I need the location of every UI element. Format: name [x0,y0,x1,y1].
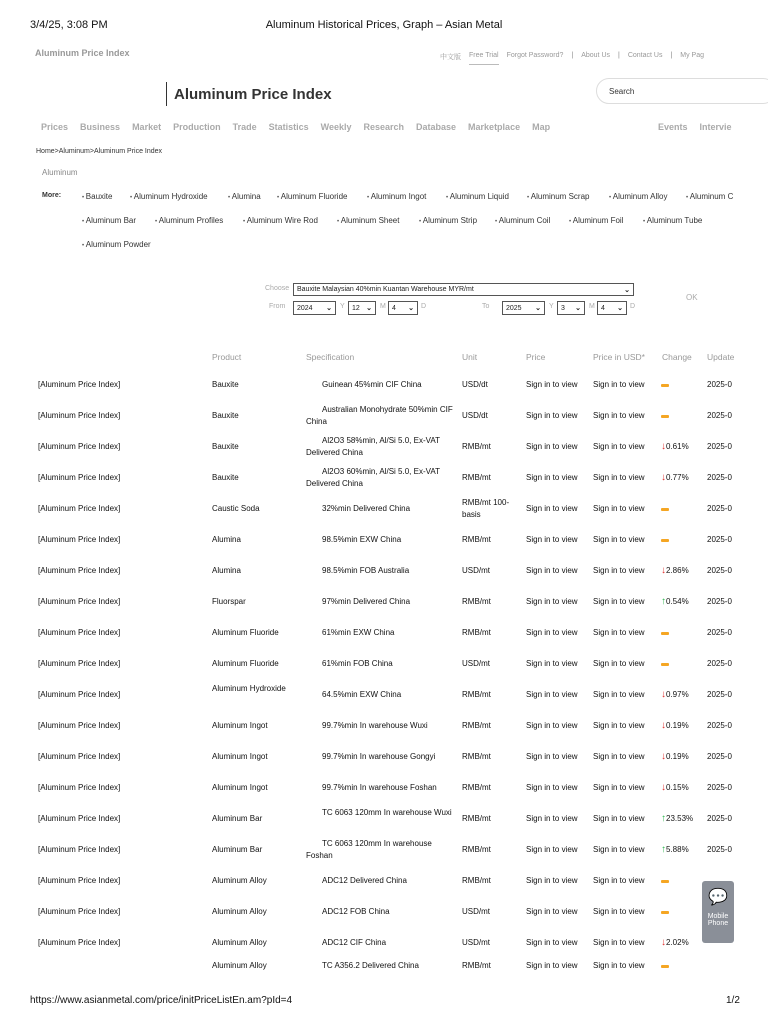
more-link[interactable]: • Aluminum Liquid [446,192,509,201]
update-cell: 2025-0 [707,597,732,606]
unit-cell: RMB/mt [462,961,491,970]
change-cell [661,534,705,546]
no-change-icon [661,632,669,635]
price-signin-link[interactable]: Sign in to view [526,752,578,761]
price-usd-signin-link[interactable]: Sign in to view [593,845,645,854]
product-cell: Bauxite [212,411,239,420]
from-month-unit: M [380,303,386,310]
price-signin-link[interactable]: Sign in to view [526,535,578,544]
nav-database[interactable]: Database [416,122,457,132]
change-cell [661,875,705,887]
ok-button[interactable]: OK [686,293,698,302]
price-usd-signin-link[interactable]: Sign in to view [593,721,645,730]
chevron-down-icon: ⌄ [624,286,630,294]
change-cell [661,813,705,825]
change-value: 2.86% [666,566,689,575]
choose-product-select[interactable] [293,283,634,296]
specification-cell: Guinean 45%min CIF China [322,380,422,389]
update-cell: 2025-0 [707,442,732,451]
nav-prices[interactable]: Prices [41,122,69,132]
price-usd-signin-link[interactable]: Sign in to view [593,876,645,885]
price-usd-signin-link[interactable]: Sign in to view [593,566,645,575]
footer-page-number: 1/2 [726,995,740,1006]
choose-label: Choose [265,285,290,292]
print-date: 3/4/25, 3:08 PM [30,19,108,31]
change-cell [661,782,705,794]
unit-cell: USD/mt [462,907,490,916]
to-year-value: 2025 [506,304,522,312]
more-link[interactable]: • Aluminum Tube [643,216,702,225]
unit-cell: RMB/mt [462,690,491,699]
chevron-down-icon: ⌄ [617,305,623,312]
from-month-value: 12 [352,304,360,312]
specification-cell: 98.5%min FOB Australia [322,566,410,575]
change-cell [661,379,705,391]
specification-cell: ADC12 CIF China [322,938,387,947]
choose-value: Bauxite Malaysian 40%min Kuantan Warehouse MYR/mt [297,286,474,293]
nav-trade[interactable]: Trade [232,122,257,132]
more-link[interactable]: • Aluminum Bar [82,216,136,225]
specification-cell: 61%min EXW China [322,628,395,637]
product-cell: Bauxite [212,380,239,389]
more-link[interactable]: • Aluminum Powder [82,240,151,249]
unit-cell: RMB/mt [462,814,491,823]
product-cell: Bauxite [212,473,239,482]
unit-cell: RMB/mt [462,845,491,854]
breadcrumb[interactable]: Home>Aluminum>Aluminum Price Index [36,148,163,155]
change-value: 0.15% [666,783,689,792]
separator: | [571,52,574,59]
index-link[interactable]: [Aluminum Price Index] [38,442,121,451]
print-header [0,0,768,40]
update-cell: 2025-0 [707,783,732,792]
no-change-icon [661,965,669,968]
top-links [440,52,712,65]
no-change-icon [661,415,669,418]
no-change-icon [661,508,669,511]
index-link[interactable]: [Aluminum Price Index] [38,721,121,730]
specification-cell: ADC12 FOB China [322,907,390,916]
price-signin-link[interactable]: Sign in to view [526,411,578,420]
product-cell: Aluminum Alloy [212,876,267,885]
nav-marketplace[interactable]: Marketplace [468,122,521,132]
main-nav-right [658,122,744,132]
no-change-icon [661,663,669,666]
change-cell [661,441,705,453]
from-year-value: 2024 [297,304,313,312]
to-month-value: 3 [561,304,565,312]
more-link[interactable]: • Aluminum Ingot [367,192,426,201]
page-content [0,40,768,990]
specification-cell: TC A356.2 Delivered China [322,961,419,970]
print-title: Aluminum Historical Prices, Graph – Asian Metal [265,19,503,31]
index-link[interactable]: [Aluminum Price Index] [38,535,121,544]
header-unit[interactable]: Unit [462,352,478,362]
price-usd-signin-link[interactable]: Sign in to view [593,473,645,482]
section-label: Aluminum [42,168,78,177]
price-usd-signin-link[interactable]: Sign in to view [593,442,645,451]
update-cell: 2025-0 [707,504,732,513]
no-change-icon [661,880,669,883]
specification-cell: 99.7%min In warehouse Gongyi [322,752,436,761]
header-price-usd[interactable]: Price in USD* [593,352,645,362]
unit-cell: RMB/mt [462,442,491,451]
product-cell: Alumina [212,566,241,575]
wechat-icon: 💬 [708,889,728,906]
update-cell: 2025-0 [707,752,732,761]
arrow-up-icon: ↑ [661,844,666,855]
specification-cell: TC 6063 120mm In warehouse Wuxi [322,808,452,817]
arrow-down-icon: ↓ [661,720,666,731]
nav-weekly[interactable]: Weekly [320,122,352,132]
specification-cell: 99.7%min In warehouse Wuxi [322,721,428,730]
unit-cell: RMB/mt [462,783,491,792]
footer-url: https://www.asianmetal.com/price/initPriceListEn.am?pId=4 [30,995,293,1006]
price-signin-link[interactable]: Sign in to view [526,814,578,823]
more-label: More: [42,192,62,199]
change-cell [661,503,705,515]
to-day-value: 4 [601,304,605,312]
price-signin-link[interactable]: Sign in to view [526,690,578,699]
price-signin-link[interactable]: Sign in to view [526,380,578,389]
to-day-select[interactable] [597,301,627,315]
specification-cell: ADC12 Delivered China [322,876,407,885]
change-cell [661,689,705,701]
index-link[interactable]: [Aluminum Price Index] [38,690,121,699]
price-usd-signin-link[interactable]: Sign in to view [593,504,645,513]
price-signin-link[interactable]: Sign in to view [526,845,578,854]
product-cell: Aluminum Ingot [212,783,268,792]
more-link[interactable]: • Aluminum Hydroxide [130,192,208,201]
change-value: 0.97% [666,690,689,699]
from-label: From [269,303,286,310]
change-cell [661,596,705,608]
change-cell [661,658,705,670]
price-usd-signin-link[interactable]: Sign in to view [593,597,645,606]
change-value: 5.88% [666,845,689,854]
specification-cell: 64.5%min EXW China [322,690,402,699]
update-cell: 2025-0 [707,659,732,668]
product-cell: Aluminum Fluoride [212,659,279,668]
change-cell [661,906,705,918]
unit-cell: USD/mt [462,659,490,668]
update-cell: 2025-0 [707,566,732,575]
specification-cell: Australian Monohydrate 50%min CIF China [306,405,453,426]
specification-cell: 97%min Delivered China [322,597,411,606]
change-cell [661,720,705,732]
product-cell: Aluminum Fluoride [212,628,279,637]
change-value: 0.61% [666,442,689,451]
more-link[interactable]: • Aluminum Fluoride [277,192,347,201]
to-month-unit: M [589,303,595,310]
product-cell: Aluminum Ingot [212,752,268,761]
update-cell: 2025-0 [707,628,732,637]
chinese-version-link[interactable]: 中文版 [440,54,461,61]
unit-cell: RMB/mt 100-basis [462,498,510,519]
chevron-down-icon: ⌄ [408,305,414,312]
arrow-down-icon: ↓ [661,441,666,452]
index-link[interactable]: [Aluminum Price Index] [38,566,121,575]
to-label: To [482,303,490,310]
header-change[interactable]: Change [662,352,692,362]
to-year-unit: Y [549,303,554,310]
product-cell: Aluminum Alloy [212,907,267,916]
index-link[interactable]: [Aluminum Price Index] [38,504,121,513]
index-link[interactable]: [Aluminum Price Index] [38,938,121,947]
index-link[interactable]: [Aluminum Price Index] [38,876,121,885]
unit-cell: RMB/mt [462,473,491,482]
more-link[interactable]: • Aluminum Coil [495,216,550,225]
change-cell [661,937,705,949]
about-us-link[interactable]: About Us [581,52,610,59]
price-usd-signin-link[interactable]: Sign in to view [593,411,645,420]
site-brand[interactable]: Aluminum Price Index [35,48,130,58]
index-link[interactable]: [Aluminum Price Index] [38,659,121,668]
print-footer [0,993,768,1013]
unit-cell: RMB/mt [462,597,491,606]
product-cell: Fluorspar [212,597,246,606]
index-link[interactable]: [Aluminum Price Index] [38,597,121,606]
nav-interviews[interactable]: Intervie [699,122,732,132]
specification-cell: Al2O3 58%min, Al/Si 5.0, Ex-VAT Delivered China [306,436,440,457]
free-trial-link[interactable]: Free Trial [469,52,499,65]
change-value: 23.53% [666,814,694,823]
arrow-up-icon: ↑ [661,813,666,824]
from-day-value: 4 [392,304,396,312]
price-signin-link[interactable]: Sign in to view [526,721,578,730]
more-link[interactable]: • Aluminum Wire Rod [243,216,318,225]
product-cell: Aluminum Bar [212,845,263,854]
change-value: 0.19% [666,752,689,761]
specification-cell: 32%min Delivered China [322,504,411,513]
price-usd-signin-link[interactable]: Sign in to view [593,380,645,389]
product-cell: Aluminum Bar [212,814,263,823]
nav-business[interactable]: Business [80,122,121,132]
from-day-unit: D [421,303,427,310]
index-link[interactable]: [Aluminum Price Index] [38,411,121,420]
price-usd-signin-link[interactable]: Sign in to view [593,752,645,761]
unit-cell: RMB/mt [462,721,491,730]
chevron-down-icon: ⌄ [575,305,581,312]
main-nav [41,122,562,132]
change-cell [661,627,705,639]
price-signin-link[interactable]: Sign in to view [526,473,578,482]
change-value: 0.19% [666,721,689,730]
no-change-icon [661,911,669,914]
more-link[interactable]: • Aluminum C [686,192,733,201]
to-month-select[interactable] [557,301,585,315]
specification-cell: 98.5%min EXW China [322,535,402,544]
mobile-phone-label: Mobile Phone [707,913,729,927]
from-year-select[interactable] [293,301,336,315]
price-usd-signin-link[interactable]: Sign in to view [593,783,645,792]
separator: | [618,52,620,59]
arrow-down-icon: ↓ [661,689,666,700]
no-change-icon [661,539,669,542]
price-usd-signin-link[interactable]: Sign in to view [593,961,645,970]
index-link[interactable]: [Aluminum Price Index] [38,814,121,823]
from-year-unit: Y [340,303,345,310]
update-cell: 2025-0 [707,721,732,730]
product-cell: Bauxite [212,442,239,451]
my-page-link[interactable]: My Pag [680,52,705,59]
index-link[interactable]: [Aluminum Price Index] [38,752,121,761]
update-cell: 2025-0 [707,380,732,389]
price-usd-signin-link[interactable]: Sign in to view [593,628,645,637]
price-signin-link[interactable]: Sign in to view [526,597,578,606]
more-link[interactable]: • Aluminum Alloy [609,192,667,201]
price-signin-link[interactable]: Sign in to view [526,961,578,970]
nav-map[interactable]: Map [532,122,551,132]
more-link[interactable]: • Aluminum Foil [569,216,623,225]
price-signin-link[interactable]: Sign in to view [526,907,578,916]
price-signin-link[interactable]: Sign in to view [526,442,578,451]
from-month-select[interactable] [348,301,376,315]
header-update[interactable]: Update [707,352,735,362]
unit-cell: RMB/mt [462,535,491,544]
price-usd-signin-link[interactable]: Sign in to view [593,690,645,699]
nav-events[interactable]: Events [658,122,688,132]
change-value: 0.77% [666,473,689,482]
change-cell [661,844,705,856]
index-link[interactable]: [Aluminum Price Index] [38,628,121,637]
contact-us-link[interactable]: Contact Us [627,52,663,59]
more-link[interactable]: • Aluminum Strip [419,216,477,225]
product-cell: Aluminum Ingot [212,721,268,730]
header-specification[interactable]: Specification [306,352,355,362]
logo-divider [166,82,167,106]
chevron-down-icon: ⌄ [535,305,541,312]
page-title: Aluminum Price Index [174,86,332,103]
more-link[interactable]: • Alumina [228,192,261,201]
to-year-select[interactable] [502,301,545,315]
change-cell [661,410,705,422]
search-input[interactable] [597,79,747,96]
update-cell: 2025-0 [707,814,732,823]
update-cell: 2025-0 [707,690,732,699]
mobile-phone-widget[interactable] [702,881,734,943]
product-cell: Alumina [212,535,241,544]
index-link[interactable]: [Aluminum Price Index] [38,473,121,482]
specification-cell: TC 6063 120mm In warehouse Foshan [306,839,432,860]
more-link[interactable]: • Aluminum Scrap [527,192,589,201]
change-cell [661,751,705,763]
change-value: 2.02% [666,938,689,947]
unit-cell: USD/dt [462,411,488,420]
change-cell [661,960,705,972]
update-cell: 2025-0 [707,473,732,482]
price-usd-signin-link[interactable]: Sign in to view [593,907,645,916]
unit-cell: RMB/mt [462,628,491,637]
unit-cell: USD/mt [462,938,490,947]
arrow-up-icon: ↑ [661,596,666,607]
price-signin-link[interactable]: Sign in to view [526,566,578,575]
product-cell: Caustic Soda [212,504,260,513]
price-signin-link[interactable]: Sign in to view [526,876,578,885]
nav-statistics[interactable]: Statistics [268,122,309,132]
specification-cell: 99.7%min In warehouse Foshan [322,783,437,792]
chevron-down-icon: ⌄ [326,305,332,312]
price-signin-link[interactable]: Sign in to view [526,783,578,792]
change-value: 0.54% [666,597,689,606]
no-change-icon [661,384,669,387]
to-day-unit: D [630,303,636,310]
unit-cell: USD/mt [462,566,490,575]
price-usd-signin-link[interactable]: Sign in to view [593,938,645,947]
specification-cell: Al2O3 60%min, Al/Si 5.0, Ex-VAT Delivered China [306,467,440,488]
arrow-down-icon: ↓ [661,937,666,948]
nav-research[interactable]: Research [363,122,405,132]
update-cell: 2025-0 [707,535,732,544]
product-cell: Aluminum Alloy [212,938,267,947]
from-day-select[interactable] [388,301,418,315]
price-usd-signin-link[interactable]: Sign in to view [593,535,645,544]
more-link[interactable]: • Aluminum Profiles [155,216,223,225]
header-product[interactable]: Product [212,352,242,362]
separator: | [670,52,673,59]
header-price[interactable]: Price [526,352,546,362]
specification-cell: 61%min FOB China [322,659,393,668]
update-cell: 2025-0 [707,845,732,854]
nav-production[interactable]: Production [173,122,221,132]
index-link[interactable]: [Aluminum Price Index] [38,845,121,854]
forgot-password-link[interactable]: Forgot Password? [506,52,564,59]
arrow-down-icon: ↓ [661,782,666,793]
index-link[interactable]: [Aluminum Price Index] [38,783,121,792]
more-link[interactable]: • Bauxite [82,192,112,201]
unit-cell: RMB/mt [462,752,491,761]
product-cell: Aluminum Hydroxide [212,684,286,693]
price-usd-signin-link[interactable]: Sign in to view [593,814,645,823]
index-link[interactable]: [Aluminum Price Index] [38,907,121,916]
arrow-down-icon: ↓ [661,472,666,483]
unit-cell: RMB/mt [462,876,491,885]
price-signin-link[interactable]: Sign in to view [526,504,578,513]
price-usd-signin-link[interactable]: Sign in to view [593,659,645,668]
arrow-down-icon: ↓ [661,751,666,762]
index-link[interactable]: [Aluminum Price Index] [38,380,121,389]
price-signin-link[interactable]: Sign in to view [526,659,578,668]
search-box [596,78,768,104]
more-link[interactable]: • Aluminum Sheet [337,216,399,225]
unit-cell: USD/dt [462,380,488,389]
arrow-down-icon: ↓ [661,565,666,576]
product-cell: Aluminum Alloy [212,961,267,970]
price-signin-link[interactable]: Sign in to view [526,938,578,947]
price-signin-link[interactable]: Sign in to view [526,628,578,637]
update-cell: 2025-0 [707,411,732,420]
change-cell [661,472,705,484]
nav-market[interactable]: Market [132,122,162,132]
chevron-down-icon: ⌄ [366,305,372,312]
change-cell [661,565,705,577]
